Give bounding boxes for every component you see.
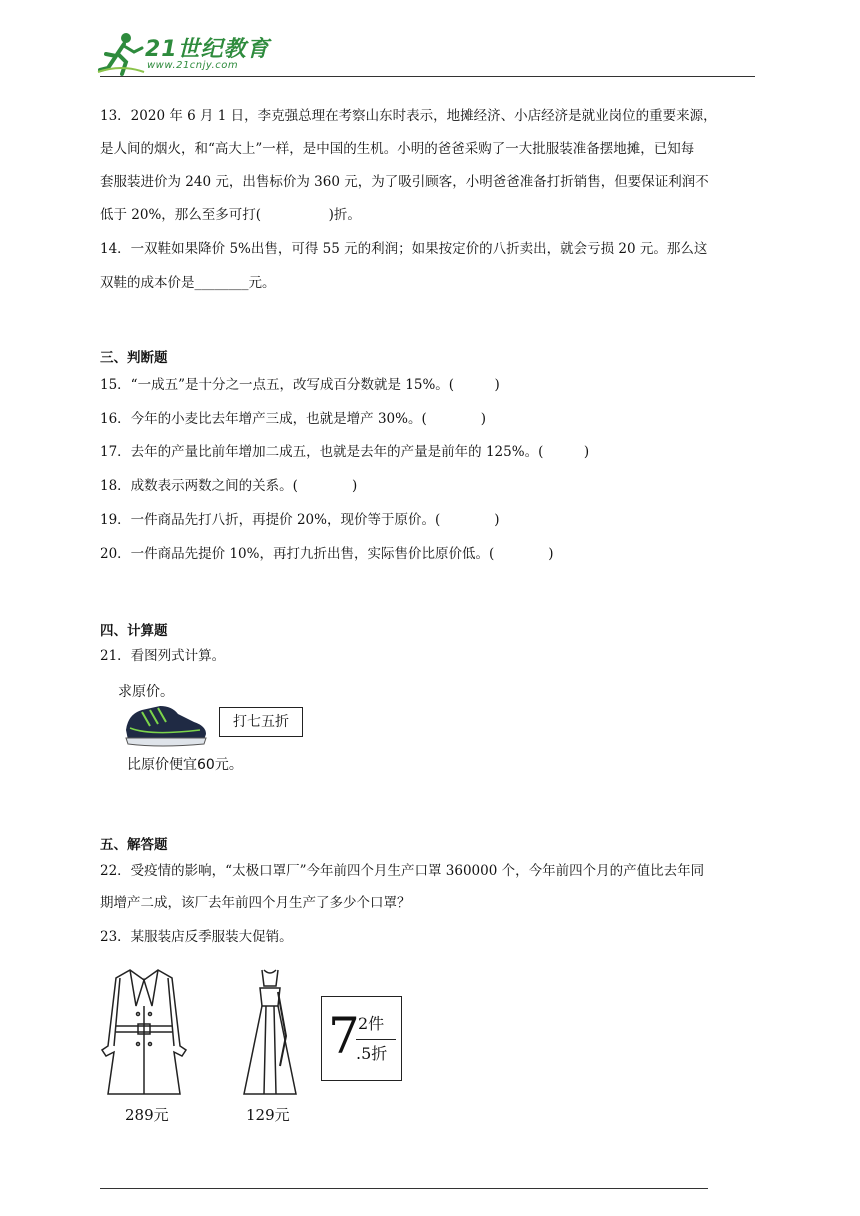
section-judgement-title: 三、判断题: [100, 350, 168, 366]
q16: 16．今年的小麦比去年增产三成，也就是增产 30%。( ): [100, 411, 487, 427]
trench-coat-image: [100, 966, 188, 1098]
promo-box: [321, 996, 402, 1081]
sneaker-image: [120, 700, 210, 748]
coat-price: 289元: [125, 1106, 169, 1124]
logo-url: www.21cnjy.com: [147, 60, 239, 71]
header-divider: [100, 76, 755, 77]
section-solve-title: 五、解答题: [100, 837, 168, 853]
fig21-caption-top: 求原价。: [118, 684, 174, 700]
dress-icon: [240, 966, 300, 1098]
q23: 23．某服装店反季服装大促销。: [100, 929, 293, 945]
logo-title: 21世纪教育: [145, 37, 270, 62]
q17: 17．去年的产量比前年增加二成五，也就是去年的产量是前年的 125%。( ): [100, 444, 590, 460]
q13-line-4: 低于 20%，那么至多可打( )折。: [100, 207, 361, 223]
q20: 20．一件商品先提价 10%，再打九折出售，实际售价比原价低。( ): [100, 546, 554, 562]
sneaker-icon: [120, 700, 210, 748]
q15: 15．“一成五”是十分之一点五，改写成百分数就是 15%。( ): [100, 377, 500, 393]
q18: 18．成数表示两数之间的关系。( ): [100, 478, 358, 494]
promo-divider: [356, 1039, 396, 1040]
q22-line-1: 22．受疫情的影响，“太极口罩厂”今年前四个月生产口罩 360000 个，今年前四个月的产值比去年同: [100, 863, 705, 879]
q19: 19．一件商品先打八折，再提价 20%，现价等于原价。( ): [100, 512, 500, 528]
runner-logo-icon: [96, 30, 146, 78]
promo-bottom-text: .5折: [356, 1044, 388, 1063]
q13-line-3: 套服装进价为 240 元，出售标价为 360 元，为了吸引顾客，小明爸爸准备打折销售，但要保证利润不: [100, 174, 709, 190]
q13-line-1: 13．2020 年 6 月 1 日，李克强总理在考察山东时表示，地摊经济、小店经济是就业岗位的重要来源，: [100, 108, 717, 124]
promo-top-text: 2件: [358, 1014, 385, 1033]
coat-icon: [100, 966, 188, 1098]
dress-image: [240, 966, 300, 1098]
discount-box: 打七五折: [219, 707, 303, 737]
footer-divider: [100, 1188, 708, 1189]
q22-line-2: 期增产二成，该厂去年前四个月生产了多少个口罩？: [100, 895, 411, 911]
dress-price: 129元: [246, 1106, 290, 1124]
q13-line-2: 是人间的烟火，和“高大上”一样，是中国的生机。小明的爸爸采购了一大批服装准备摆地摊，已知每: [100, 141, 695, 157]
section-calculation-title: 四、计算题: [100, 623, 168, 639]
promo-big-digit: 7: [328, 1007, 360, 1065]
q14-line-1: 14．一双鞋如果降价 5%出售，可得 55 元的利润；如果按定价的八折卖出，就会亏损 20 元。那么这: [100, 241, 708, 257]
fig21-caption-bottom: 比原价便宜60元。: [127, 757, 243, 773]
q14-line-2: 双鞋的成本价是________元。: [100, 275, 276, 291]
q21: 21．看图列式计算。: [100, 648, 226, 664]
